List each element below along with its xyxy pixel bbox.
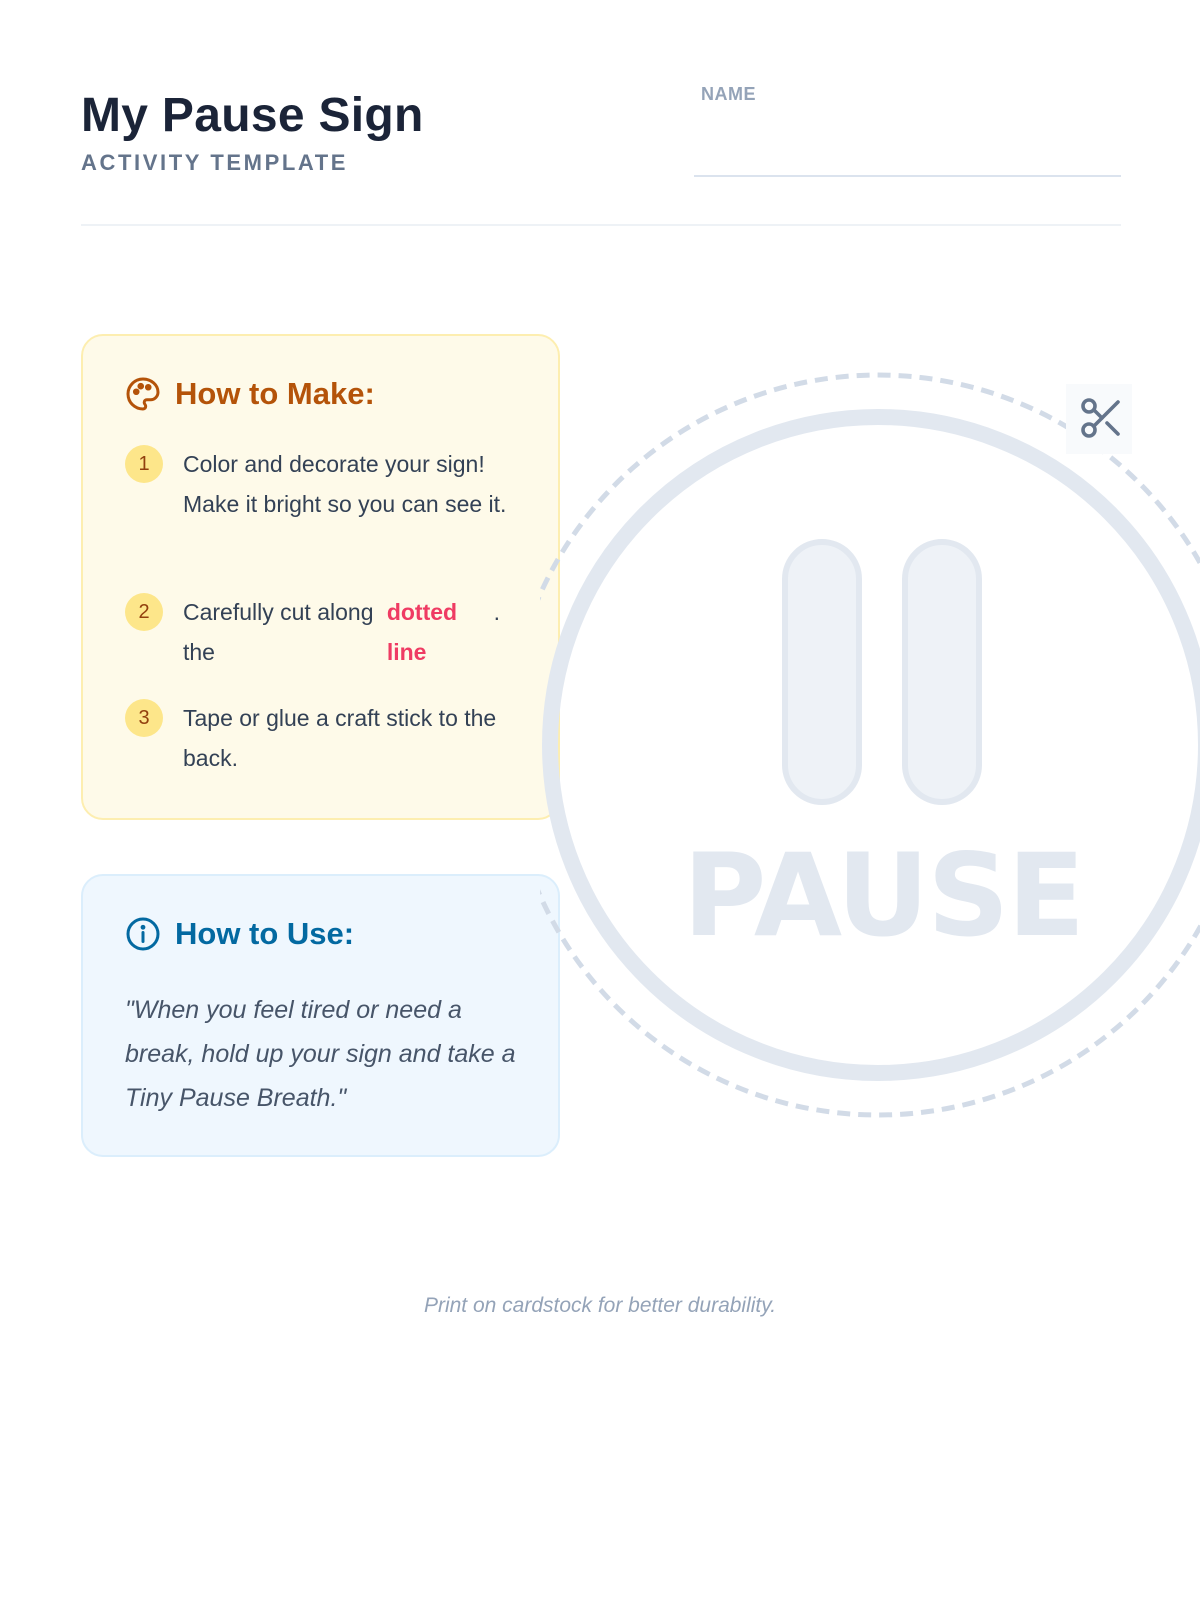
step-text: Tape or glue a craft stick to the back. [183, 705, 497, 771]
step-text-start: Carefully cut along the [183, 599, 374, 665]
step-1 [125, 445, 513, 524]
step-text [183, 592, 513, 672]
step-text-end: . [493, 599, 500, 625]
name-label: NAME [701, 84, 756, 104]
how-to-make-card [81, 334, 560, 820]
pause-sign [540, 370, 1200, 1120]
page-subtitle: ACTIVITY TEMPLATE [81, 150, 349, 175]
step-number: 2 [125, 593, 163, 631]
info-icon [125, 916, 161, 952]
footer-note: Print on cardstock for better durability. [423, 1294, 777, 1317]
step-number: 3 [125, 699, 163, 737]
pause-label: PAUSE [682, 829, 1084, 962]
step-text-highlight: dotted line [386, 599, 458, 665]
step-text: Color and decorate your sign! Make it bright so you can see it. [183, 451, 507, 517]
pause-icon [785, 542, 979, 802]
how-to-make-title: How to Make: [175, 376, 375, 411]
step-number: 1 [125, 445, 163, 483]
page-title: My Pause Sign [81, 89, 424, 142]
sign-border [550, 417, 1200, 1073]
how-to-use-title: How to Use: [175, 916, 355, 951]
how-to-use-header [125, 916, 354, 952]
page-header [81, 0, 1121, 226]
scissors-icon [1078, 394, 1126, 442]
cut-line[interactable] [540, 375, 1200, 1115]
step-3 [125, 699, 513, 778]
how-to-make-header [125, 376, 375, 412]
step-2 [125, 593, 513, 672]
usage-quote: "When you feel tired or need a break, hold up your sign and take a Tiny Pause Breath." [125, 996, 516, 1112]
palette-icon [125, 376, 161, 412]
name-field-line[interactable] [694, 175, 1121, 177]
how-to-use-card [81, 874, 560, 1157]
